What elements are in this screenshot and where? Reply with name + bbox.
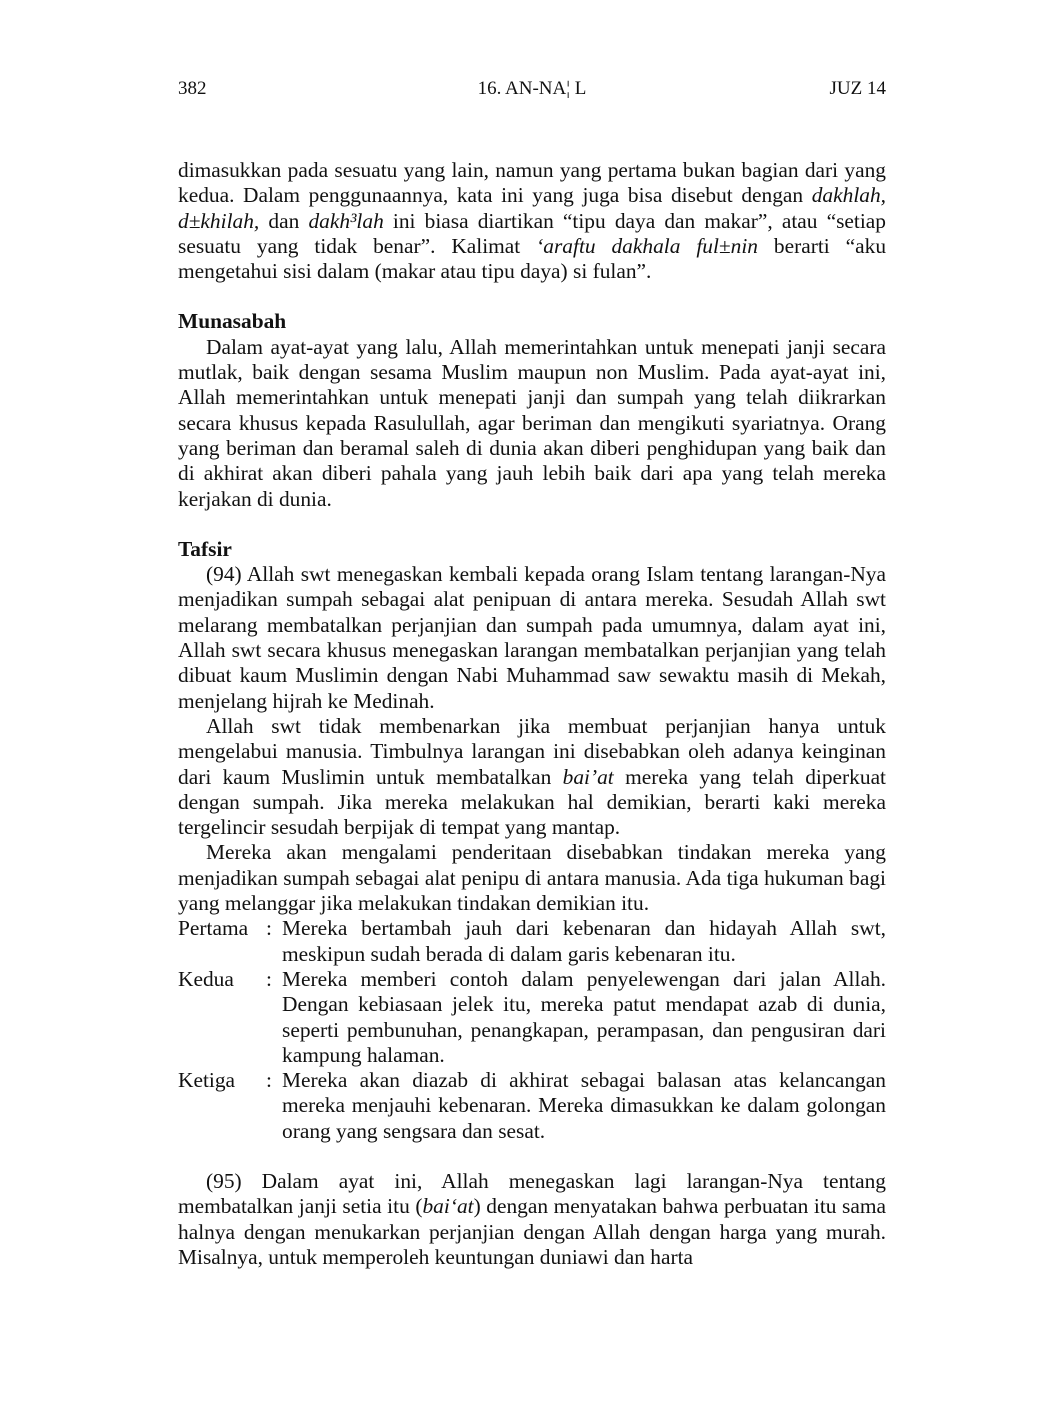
term-araftu: ‘araftu dakhala ful±nin bbox=[536, 233, 758, 258]
page-number: 382 bbox=[178, 78, 207, 99]
running-header bbox=[178, 76, 886, 102]
tafsir-paragraph-baiat: Allah swt tidak membenarkan jika membuat perjanjian hanya untuk mengelabui manusia. Timbulnya larangan ini disebabkan oleh adanya keinginan dari kaum Muslimin untuk membatalkan bai’at mereka yang telah diperkuat dengan sumpah. Jika mereka melakukan hal demikian, berarti kaki mereka tergelincir sesudah berpijak di tempat yang mantap. bbox=[178, 713, 887, 840]
book-page bbox=[178, 0, 886, 1417]
punishment-item-ketiga: Ketiga : Mereka akan diazab di akhirat sebagai balasan atas kelancangan mereka menjauhi kebenaran. Mereka dimasukkan ke dalam golongan orang yang sengsara dan sesat. bbox=[178, 1068, 886, 1143]
term-baiat-2: bai‘at bbox=[422, 1194, 474, 1219]
punishment-text: Mereka memberi contoh dalam penyelewengan dari jalan Allah. Dengan kebiasaan jelek itu, mereka patut mendapat azab di dunia, seperti pembunuhan, penangkapan, perampasan, dan pengusiran dari kampung halaman. bbox=[282, 966, 886, 1067]
punishment-label: Pertama bbox=[178, 916, 249, 941]
punishment-item-kedua: Kedua : Mereka memberi contoh dalam penyelewengan dari jalan Allah. Dengan kebiasaan jelek itu, mereka patut mendapat azab di dunia, seperti pembunuhan, penangkapan, perampasan, dan pengusiran dari kampung halaman. bbox=[178, 966, 886, 1067]
page-body bbox=[178, 158, 886, 1270]
punishment-text: Mereka akan diazab di akhirat sebagai balasan atas kelancangan mereka menjauhi kebenaran. Mereka dimasukkan ke dalam golongan orang yang sengsara dan sesat. bbox=[282, 1068, 886, 1143]
intro-paragraph: dimasukkan pada sesuatu yang lain, namun yang pertama bukan bagian dari yang kedua. Dalam penggunaannya, kata ini yang juga bisa disebut dengan dakhlah, d±khilah, dan dakh³lah ini biasa diartikan “tipu daya dan makar”, atau “setiap sesuatu yang tidak benar”. Kalimat ‘araftu dakhala ful±nin berarti “aku mengetahui sisi dalam (makar atau tipu daya) si fulan”. bbox=[178, 158, 887, 284]
punishment-item-pertama: Pertama : Mereka bertambah jauh dari kebenaran dan hidayah Allah swt, meskipun sudah berada di dalam garis kebenaran itu. bbox=[178, 916, 886, 966]
term-baiat: bai’at bbox=[562, 764, 614, 789]
tafsir-paragraph-95: (95) Dalam ayat ini, Allah menegaskan lagi larangan-Nya tentang membatalkan janji setia itu (bai‘at) dengan menyatakan bahwa perbuatan itu sama halnya dengan menukarkan perjanjian dengan Allah dengan harga yang murah. Misalnya, untuk memperoleh keuntungan duniawi dan harta bbox=[178, 1168, 886, 1269]
chapter-title: 16. AN-NA¦ L bbox=[477, 78, 587, 99]
punishment-label: Ketiga bbox=[178, 1068, 236, 1093]
tafsir-heading: Tafsir bbox=[178, 536, 232, 561]
juz-label: JUZ 14 bbox=[829, 78, 886, 99]
tafsir-paragraph-hukuman: Mereka akan mengalami penderitaan disebabkan tindakan mereka yang menjadikan sumpah sebagai alat penipu di antara manusia. Ada tiga hukuman bagi yang melanggar jika melakukan tindakan demikian itu. bbox=[178, 840, 886, 916]
term-dakhulah: dakh³lah bbox=[308, 208, 384, 233]
punishment-text: Mereka bertambah jauh dari kebenaran dan hidayah Allah swt, meskipun sudah berada di dalam garis kebenaran itu. bbox=[282, 916, 886, 966]
munasabah-heading: Munasabah bbox=[178, 309, 287, 334]
munasabah-paragraph: Dalam ayat-ayat yang lalu, Allah memerintahkan untuk menepati janji secara mutlak, baik dengan sesama Muslim maupun non Muslim. Pada ayat-ayat ini, Allah memerintahkan untuk menepati janji dan sumpah yang telah diikrarkan secara khusus kepada Rasulullah, agar beriman dan mengikuti syariatnya. Orang yang beriman dan beramal saleh di dunia akan diberi penghidupan yang baik dan di akhirat akan diberi pahala yang jauh lebih baik dari apa yang telah mereka kerjakan di dunia. bbox=[178, 334, 886, 511]
term-dakhlah: dakhlah, d±khilah, bbox=[178, 183, 886, 233]
punishment-label: Kedua bbox=[178, 966, 234, 991]
tafsir-paragraph-94: (94) Allah swt menegaskan kembali kepada orang Islam tentang larangan-Nya menjadikan sumpah sebagai alat penipuan di antara mereka. Sesudah Allah swt melarang membatalkan perjanjian dan sumpah pada umumnya, dalam ayat ini, Allah swt secara khusus menegaskan larangan membatalkan perjanjian yang telah dibuat kaum Muslimin dengan Nabi Muhammad saw sewaktu masih di Mekah, menjelang hijrah ke Medinah. bbox=[178, 562, 886, 713]
